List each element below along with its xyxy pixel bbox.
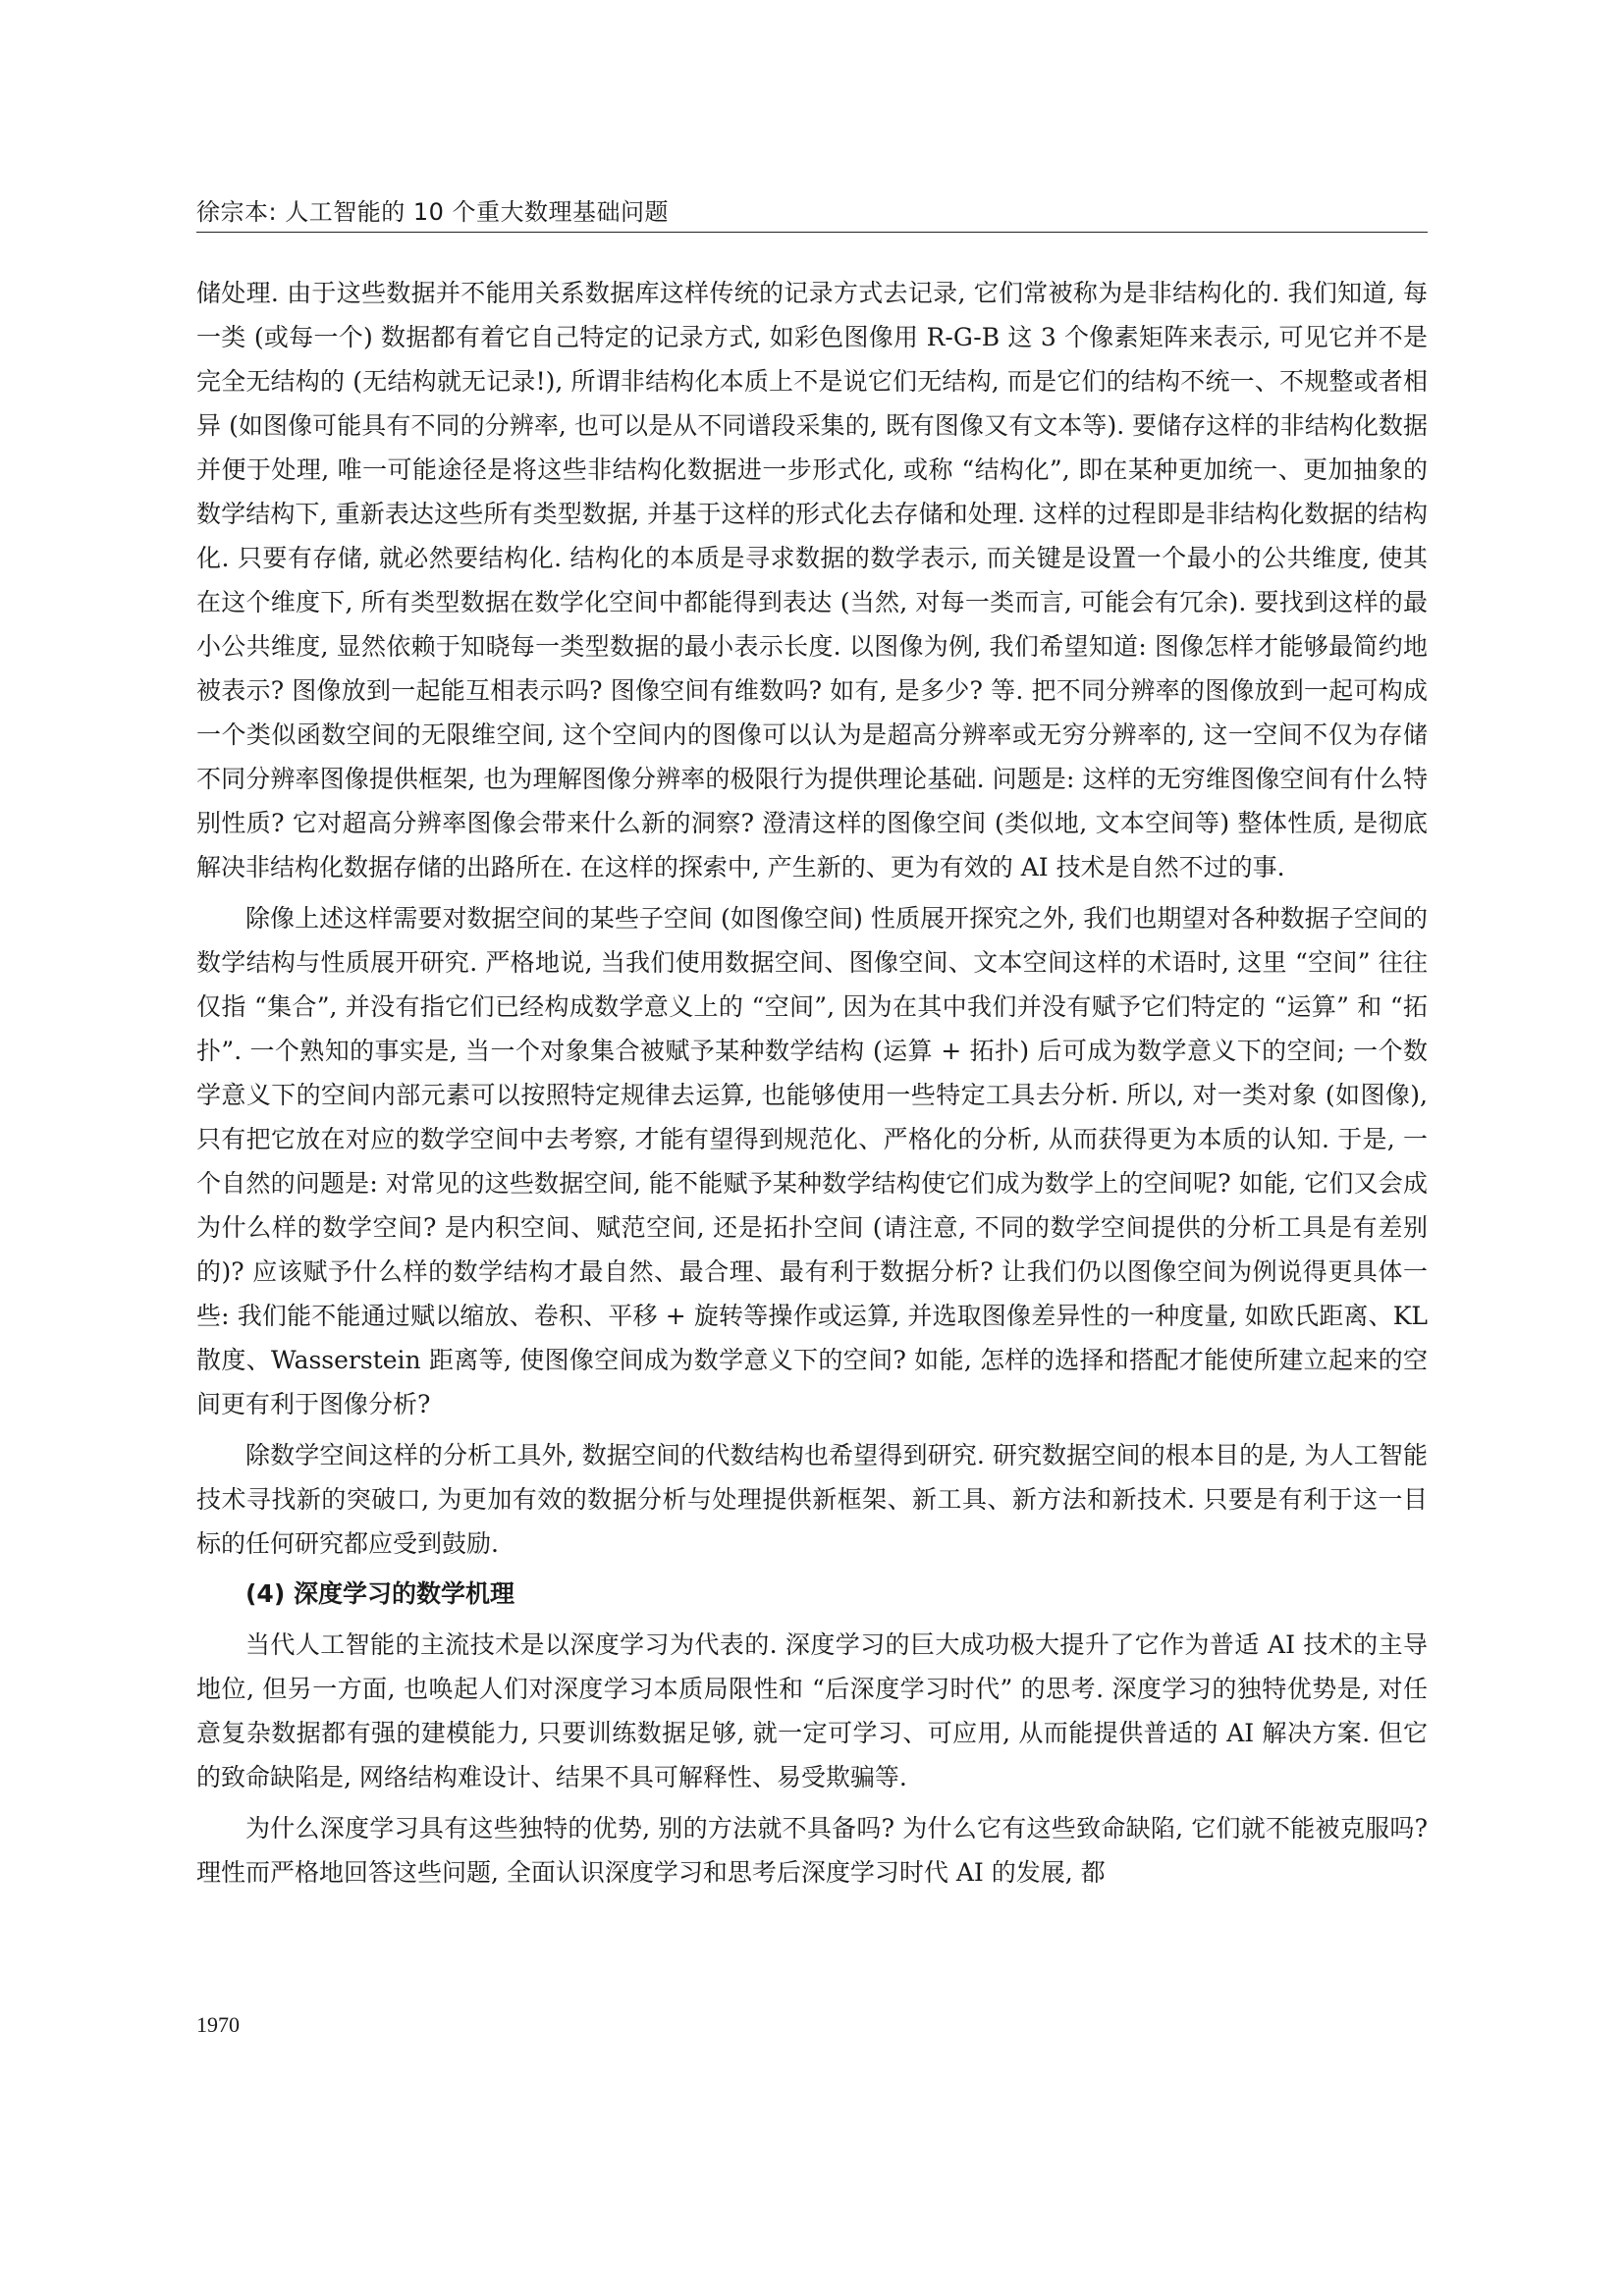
paragraph-continued: 储处理. 由于这些数据并不能用关系数据库这样传统的记录方式去记录, 它们常被称为是非结构化的. 我们知道, 每一类 (或每一个) 数据都有着它自己特定的记录方式, 如彩色图像用 R-G-B 这 3 个像素矩阵来表示, 可见它并不是完全无结构的 (无结构就无记录!), 所谓非结构化本质上不是说它们无结构, 而是它们的结构不统一、不规整或者相异 (如图像可能具有不同的分辨率, 也可以是从不同谱段采集的, 既有图像又有文本等). 要储存这样的非结构化数据并便于处理, 唯一可能途径是将这些非结构化数据进一步形式化, 或称 “结构化”, 即在某种更加统一、更加抽象的数学结构下, 重新表达这些所有类型数据, 并基于这样的形式化去存储和处理. 这样的过程即是非结构化数据的结构化. 只要有存储, 就必然要结构化. 结构化的本质是寻求数据的数学表示, 而关键是设置一个最小的公共维度, 使其在这个维度下, 所有类型数据在数学化空间中都能得到表达 (当然, 对每一类而言, 可能会有冗余). 要找到这样的最小公共维度, 显然依赖于知晓每一类型数据的最小表示长度. 以图像为例, 我们希望知道: 图像怎样才能够最简约地被表示? 图像放到一起能互相表示吗? 图像空间有维数吗? 如有, 是多少? 等. 把不同分辨率的图像放到一起可构成一个类似函数空间的无限维空间, 这个空间内的图像可以认为是超高分辨率或无穷分辨率的, 这一空间不仅为存储不同分辨率图像提供框架, 也为理解图像分辨率的极限行为提供理论基础. 问题是: 这样的无穷维图像空间有什么特别性质? 它对超高分辨率图像会带来什么新的洞察? 澄清这样的图像空间 (类似地, 文本空间等) 整体性质, 是彻底解决非结构化数据存储的出路所在. 在这样的探索中, 产生新的、更为有效的 AI 技术是自然不过的事. — [196, 279, 1428, 881]
running-header: 徐宗本: 人工智能的 10 个重大数理基础问题 — [196, 198, 670, 226]
paragraph-deep-learning-questions: 为什么深度学习具有这些独特的优势, 别的方法就不具备吗? 为什么它有这些致命缺陷, 它们就不能被克服吗? 理性而严格地回答这些问题, 全面认识深度学习和思考后深度学习时代 AI 的发展, 都 — [196, 1814, 1428, 1887]
section-heading: (4) 深度学习的数学机理 — [245, 1579, 514, 1608]
paragraph-data-subspaces: 除像上述这样需要对数据空间的某些子空间 (如图像空间) 性质展开探究之外, 我们也期望对各种数据子空间的数学结构与性质展开研究. 严格地说, 当我们使用数据空间、图像空间、文本空间这样的术语时, 这里 “空间” 往往仅指 “集合”, 并没有指它们已经构成数学意义上的 “空间”, 因为在其中我们并没有赋予它们特定的 “运算” 和 “拓扑”. 一个熟知的事实是, 当一个对象集合被赋予某种数学结构 (运算 + 拓扑) 后可成为数学意义下的空间; 一个数学意义下的空间内部元素可以按照特定规律去运算, 也能够使用一些特定工具去分析. 所以, 对一类对象 (如图像), 只有把它放在对应的数学空间中去考察, 才能有望得到规范化、严格化的分析, 从而获得更为本质的认知. 于是, 一个自然的问题是: 对常见的这些数据空间, 能不能赋予某种数学结构使它们成为数学上的空间呢? 如能, 它们又会成为什么样的数学空间? 是内积空间、赋范空间, 还是拓扑空间 (请注意, 不同的数学空间提供的分析工具是有差别的)? 应该赋予什么样的数学结构才最自然、最合理、最有利于数据分析? 让我们仍以图像空间为例说得更具体一些: 我们能不能通过赋以缩放、卷积、平移 + 旋转等操作或运算, 并选取图像差异性的一种度量, 如欧氏距离、KL 散度、Wasserstein 距离等, 使图像空间成为数学意义下的空间? 如能, 怎样的选择和搭配才能使所建立起来的空间更有利于图像分析? — [196, 904, 1428, 1418]
paragraph-algebraic-structure: 除数学空间这样的分析工具外, 数据空间的代数结构也希望得到研究. 研究数据空间的根本目的是, 为人工智能技术寻找新的突破口, 为更加有效的数据分析与处理提供新框架、新工具、新方法和新技术. 只要是有利于这一目标的任何研究都应受到鼓励. — [196, 1441, 1428, 1558]
header-rule — [196, 232, 1428, 233]
body-text — [196, 271, 1428, 1895]
paragraph-deep-learning: 当代人工智能的主流技术是以深度学习为代表的. 深度学习的巨大成功极大提升了它作为普适 AI 技术的主导地位, 但另一方面, 也唤起人们对深度学习本质局限性和 “后深度学习时代” 的思考. 深度学习的独特优势是, 对任意复杂数据都有强的建模能力, 只要训练数据足够, 就一定可学习、可应用, 从而能提供普适的 AI 解决方案. 但它的致命缺陷是, 网络结构难设计、结果不具可解释性、易受欺骗等. — [196, 1630, 1428, 1791]
page-number: 1970 — [196, 2012, 240, 2037]
